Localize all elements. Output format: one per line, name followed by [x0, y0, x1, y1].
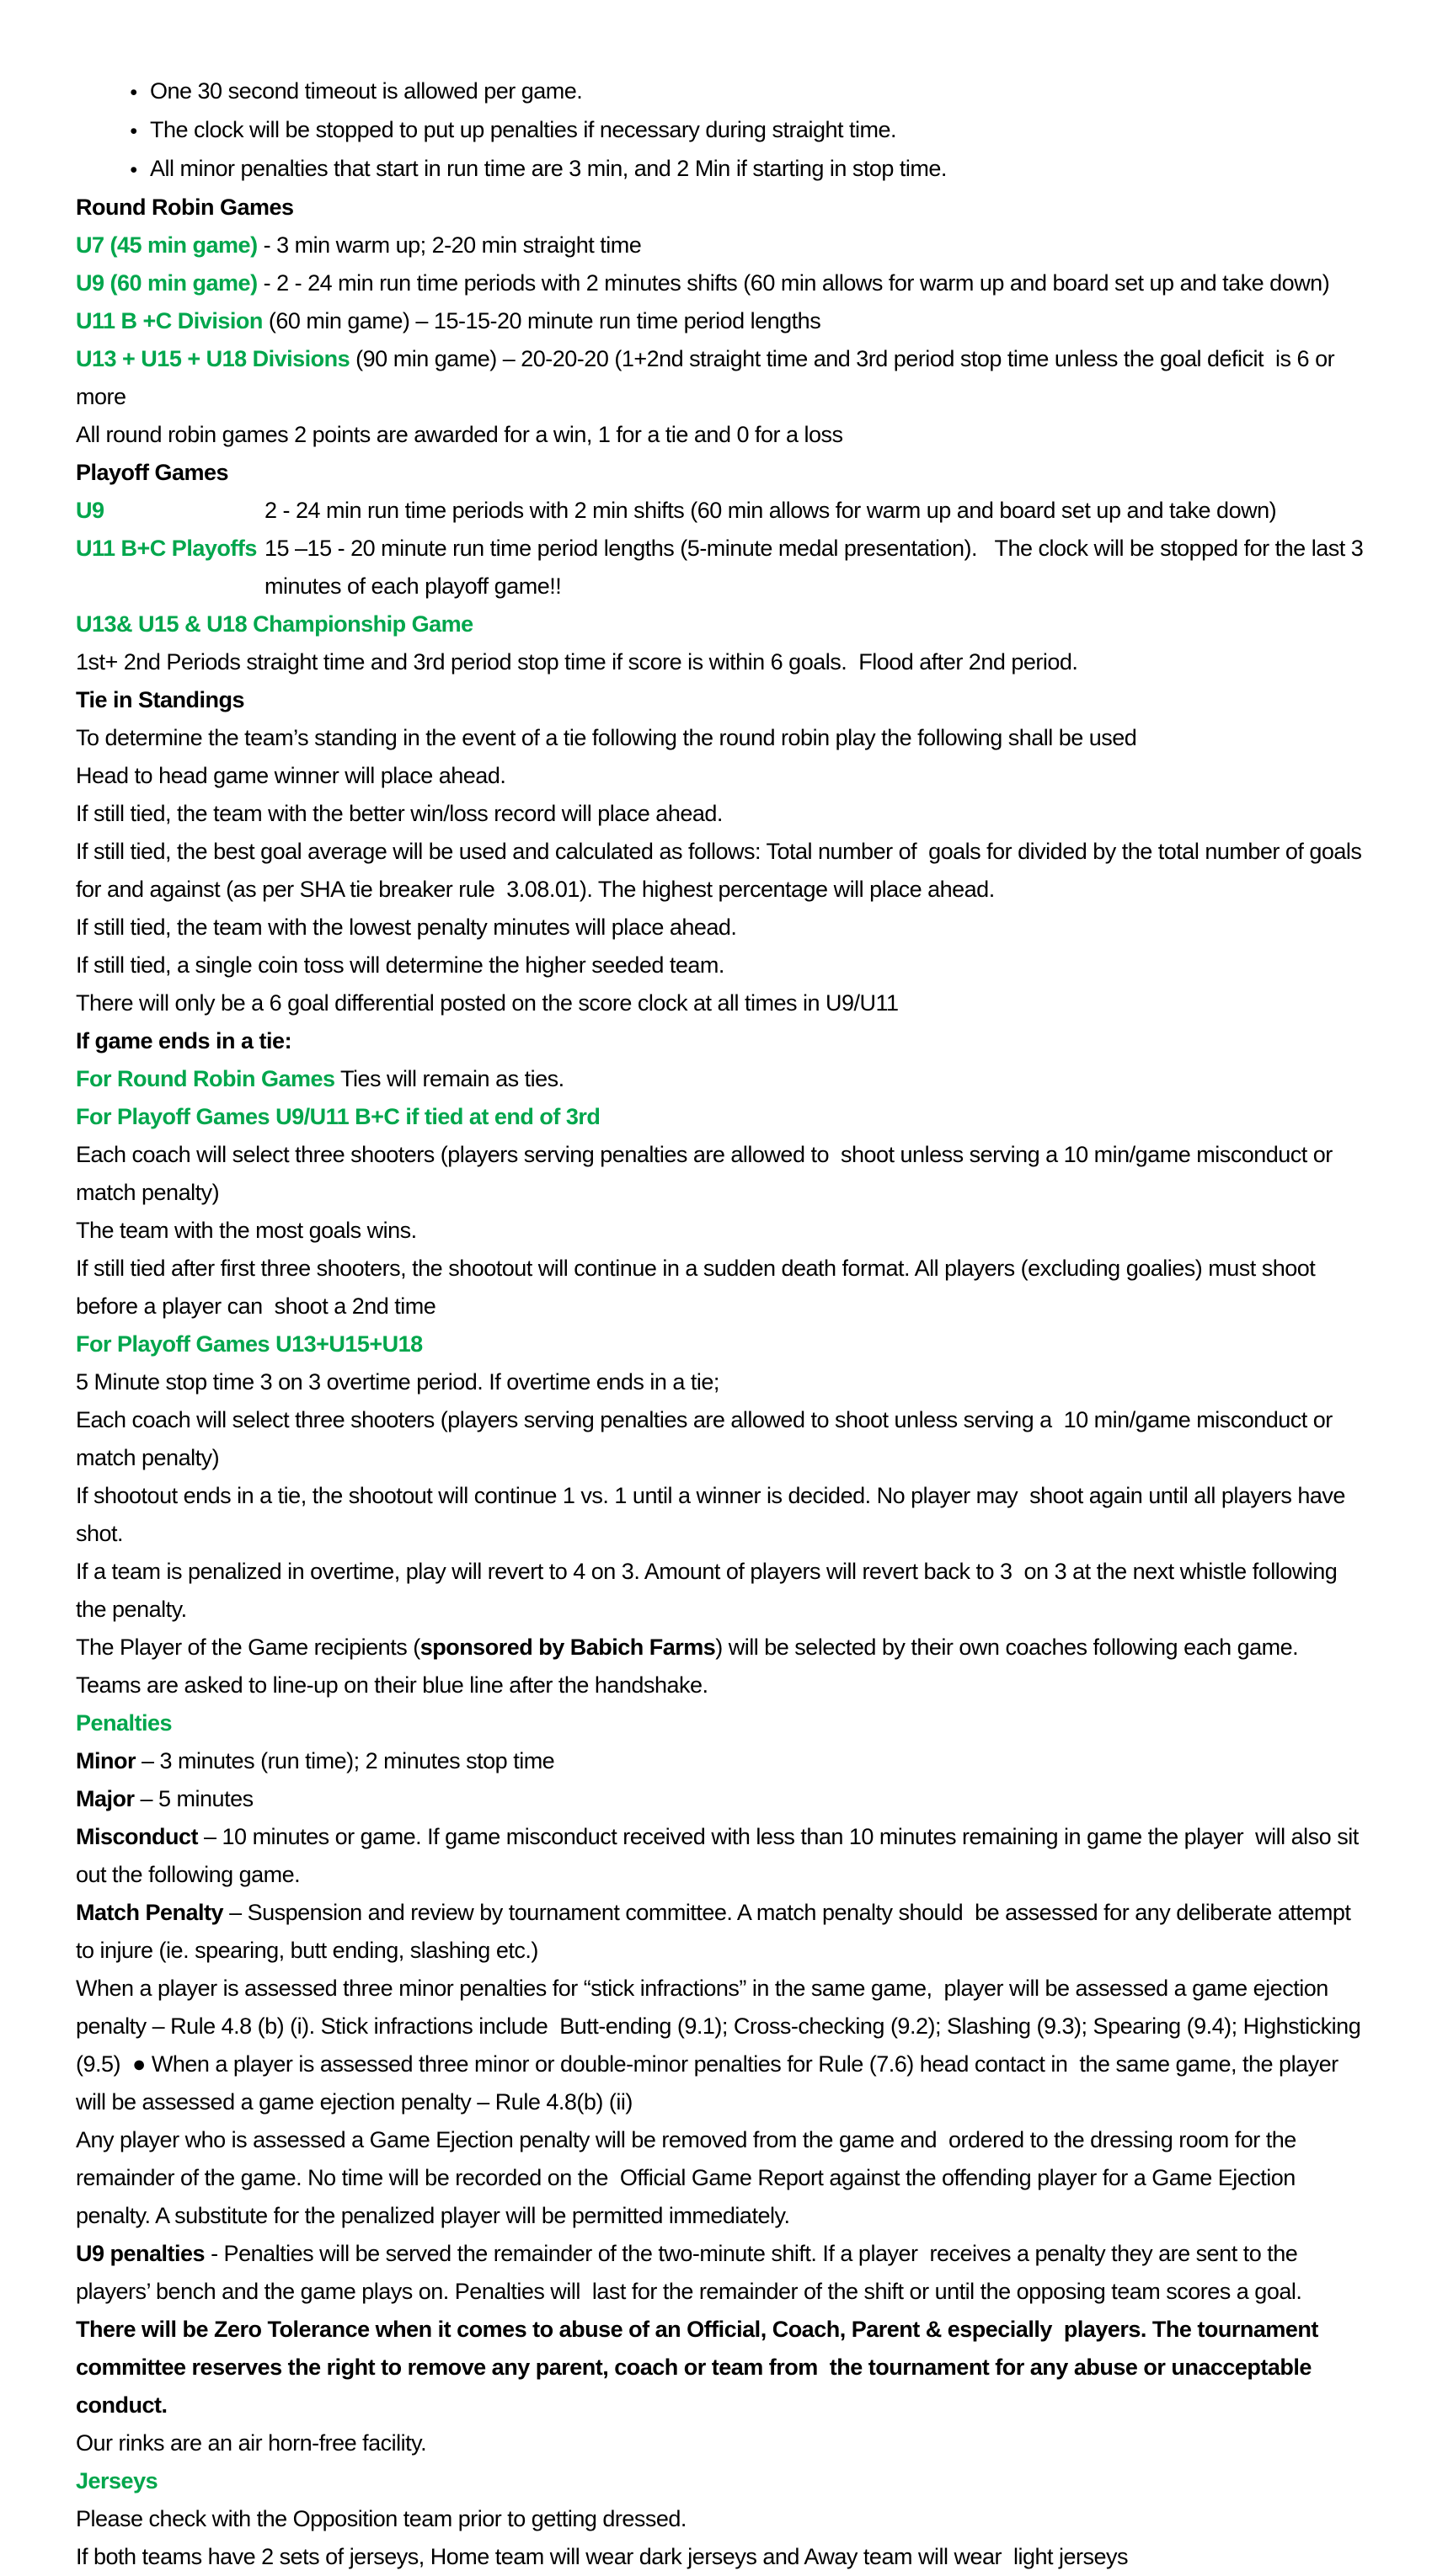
line-round-robin-points-run-0: All round robin games 2 points are awarded for a win, 1 for a tie and 0 for a loss [76, 422, 843, 447]
line-three-shooters-1-run-0: Each coach will select three shooters (players serving penalties are allowed to shoot unless serving a 10 min/game misconduct or match penalty) [76, 1142, 1338, 1205]
heading-playoff-u9-u11-tied-run-0: For Playoff Games U9/U11 B+C if tied at end of 3rd [76, 1104, 601, 1129]
line-u13-u15-u18-run-0: U13 + U15 + U18 Divisions [76, 346, 350, 371]
line-air-horn [76, 2424, 1373, 2462]
heading-championship-game-run-0: U13& U15 & U18 Championship Game [76, 611, 473, 637]
bullet-icon: ● [130, 124, 137, 138]
row-playoff-u11 [76, 530, 1373, 605]
heading-playoff-games-run-0: Playoff Games [76, 460, 229, 485]
line-shootout-1v1-run-0: If shootout ends in a tie, the shootout will continue 1 vs. 1 until a winner is decided. No player may shoot again until all players have shot. [76, 1483, 1351, 1546]
line-sudden-death [76, 1250, 1373, 1325]
line-minor [76, 1742, 1373, 1780]
line-u9-penalties [76, 2235, 1373, 2311]
line-major-run-0: Major [76, 1786, 135, 1811]
line-win-loss [76, 795, 1373, 833]
line-major-run-1: – 5 minutes [134, 1786, 254, 1811]
heading-playoff-games [76, 454, 1373, 492]
line-u9 [76, 264, 1373, 302]
heading-playoff-u9-u11-tied [76, 1098, 1373, 1136]
line-misconduct [76, 1818, 1373, 1894]
line-penalized-overtime [76, 1553, 1373, 1629]
line-round-robin-ties [76, 1060, 1373, 1098]
line-overtime-period-run-0: 5 Minute stop time 3 on 3 overtime period. If overtime ends in a tie; [76, 1369, 719, 1395]
line-three-shooters-2 [76, 1401, 1373, 1477]
line-check-opposition-run-0: Please check with the Opposition team prior to getting dressed. [76, 2506, 687, 2531]
bullet-timeout [76, 72, 1373, 111]
heading-penalties [76, 1704, 1373, 1742]
line-u9-penalties-run-1: - Penalties will be served the remainder of the two-minute shift. If a player receives a penalty they are sent to the players’ bench and the game plays on. Penalties will last for the remainder of the shift or until the opposing team scores a goal. [76, 2241, 1304, 2304]
heading-playoff-u13-u15-u18-run-0: For Playoff Games U13+U15+U18 [76, 1331, 423, 1357]
row-playoff-u9 [76, 492, 1373, 530]
line-goal-average [76, 833, 1373, 909]
bullet-clock-stopped [76, 111, 1373, 150]
line-player-of-game [76, 1629, 1373, 1704]
line-u11-run-0: U11 B +C Division [76, 308, 263, 333]
line-game-ejection [76, 2121, 1373, 2235]
line-stick-infractions-run-0: When a player is assessed three minor penalties for “stick infractions” in the same game, player will be assessed a game ejection penalty – Rule 4.8 (b) (i). Stick infractions include Butt-ending (9.1); Cross-checking (9.2); Slashing (9.3); Spearing (9.4); Highsticking (9.5) ● When a player is assessed three minor or double-minor penalties for Rule (7.6) head contact in the same game, the player will be assessed a game ejection penalty – Rule 4.8(b) (ii) [76, 1976, 1367, 2115]
line-championship-periods [76, 643, 1373, 681]
bullet-minor-penalties [76, 150, 1373, 189]
line-minor-run-1: – 3 minutes (run time); 2 minutes stop time [136, 1748, 555, 1773]
heading-if-game-ends-tie-run-0: If game ends in a tie: [76, 1028, 292, 1053]
bullet-clock-stopped-run-0: The clock will be stopped to put up penalties if necessary during straight time. [150, 117, 896, 142]
line-sudden-death-run-0: If still tied after first three shooters, the shootout will continue in a sudden death format. All players (excluding goalies) must shoot before a player can shoot a 2nd time [76, 1256, 1322, 1319]
line-match-penalty [76, 1894, 1373, 1970]
line-coin-toss [76, 947, 1373, 984]
line-u11-run-1: (60 min game) – 15-15-20 minute run time period lengths [262, 308, 821, 333]
line-coin-toss-run-0: If still tied, a single coin toss will determine the higher seeded team. [76, 952, 724, 978]
line-stick-infractions [76, 1970, 1373, 2121]
line-jersey-colors [76, 2538, 1373, 2576]
heading-if-game-ends-tie [76, 1022, 1373, 1060]
row-playoff-u11-run-0: U11 B+C Playoffs [76, 536, 257, 561]
line-air-horn-run-0: Our rinks are an air horn-free facility. [76, 2430, 427, 2456]
line-overtime-period [76, 1363, 1373, 1401]
line-penalized-overtime-run-0: If a team is penalized in overtime, play will revert to 4 on 3. Amount of players will revert back to 3 on 3 at the next whistle following the penalty. [76, 1559, 1344, 1622]
line-penalty-minutes-run-0: If still tied, the team with the lowest penalty minutes will place ahead. [76, 915, 737, 940]
line-game-ejection-run-0: Any player who is assessed a Game Ejection penalty will be removed from the game and ordered to the dressing room for the remainder of the game. No time will be recorded on the Official Game Report against the offending player for a Game Ejection penalty. A substitute for the penalized player will be permitted immediately. [76, 2127, 1302, 2228]
line-misconduct-run-1: – 10 minutes or game. If game misconduct received with less than 10 minutes remaining in game the player will also sit out the following game. [76, 1824, 1365, 1887]
line-three-shooters-2-run-0: Each coach will select three shooters (players serving penalties are allowed to shoot unless serving a 10 min/game misconduct or match penalty) [76, 1407, 1338, 1470]
line-u11 [76, 302, 1373, 340]
line-player-of-game-run-2: ) will be selected by their own coaches following each game. Teams are asked to line-up on their blue line after the handshake. [76, 1635, 1310, 1698]
line-shootout-1v1 [76, 1477, 1373, 1553]
line-win-loss-run-0: If still tied, the team with the better win/loss record will place ahead. [76, 801, 723, 826]
line-round-robin-ties-run-1: Ties will remain as ties. [334, 1066, 564, 1091]
heading-tie-in-standings-run-0: Tie in Standings [76, 687, 245, 712]
line-player-of-game-run-0: The Player of the Game recipients ( [76, 1635, 420, 1660]
heading-jerseys-run-0: Jerseys [76, 2468, 158, 2493]
line-match-penalty-run-1: – Suspension and review by tournament committee. A match penalty should be assessed for any deliberate attempt to injure (ie. spearing, butt ending, slashing etc.) [76, 1900, 1357, 1963]
line-u9-run-1: - 2 - 24 min run time periods with 2 minutes shifts (60 min allows for warm up and board set up and take down) [257, 270, 1330, 296]
line-u7 [76, 227, 1373, 264]
heading-round-robin-games [76, 189, 1373, 227]
heading-tie-in-standings [76, 681, 1373, 719]
row-playoff-u9-run-1: 2 - 24 min run time periods with 2 min shifts (60 min allows for warm up and board set up and take down) [264, 498, 1277, 523]
line-penalty-minutes [76, 909, 1373, 947]
heading-playoff-u13-u15-u18 [76, 1325, 1373, 1363]
heading-round-robin-games-run-0: Round Robin Games [76, 195, 294, 220]
line-championship-periods-run-0: 1st+ 2nd Periods straight time and 3rd period stop time if score is within 6 goals. Flood after 2nd period. [76, 649, 1078, 675]
line-u9-penalties-run-0: U9 penalties [76, 2241, 206, 2266]
line-u13-u15-u18-run-1: (90 min game) – 20-20-20 (1+2nd straight time and 3rd period stop time unless the goal deficit is 6 or more [76, 346, 1341, 409]
line-goal-average-run-0: If still tied, the best goal average will be used and calculated as follows: Total number of goals for divided by the total number of goals for and against (as per SHA tie breaker rule 3.08.01). The highest percentage will place ahead. [76, 839, 1368, 902]
heading-penalties-run-0: Penalties [76, 1710, 173, 1736]
bullet-timeout-run-0: One 30 second timeout is allowed per game. [150, 78, 583, 104]
line-zero-tolerance [76, 2311, 1373, 2424]
line-check-opposition [76, 2500, 1373, 2538]
bullet-minor-penalties-run-0: All minor penalties that start in run time are 3 min, and 2 Min if starting in stop time. [150, 156, 947, 181]
bullet-icon: ● [130, 85, 137, 99]
bullet-icon: ● [130, 163, 137, 177]
line-round-robin-ties-run-0: For Round Robin Games [76, 1066, 335, 1091]
line-minor-run-0: Minor [76, 1748, 136, 1773]
line-three-shooters-1 [76, 1136, 1373, 1212]
row-playoff-u9-run-0: U9 [76, 498, 104, 523]
line-jersey-colors-run-0: If both teams have 2 sets of jerseys, Home team will wear dark jerseys and Away team will wear light jerseys [76, 2544, 1129, 2569]
line-u13-u15-u18 [76, 340, 1373, 416]
line-player-of-game-run-1: sponsored by Babich Farms [419, 1635, 716, 1660]
heading-jerseys [76, 2462, 1373, 2500]
line-match-penalty-run-0: Match Penalty [76, 1900, 224, 1925]
line-head-to-head-run-0: Head to head game winner will place ahead. [76, 763, 506, 788]
line-u7-run-0: U7 (45 min game) [76, 232, 258, 258]
line-round-robin-points [76, 416, 1373, 454]
line-goal-differential [76, 984, 1373, 1022]
line-u9-run-0: U9 (60 min game) [76, 270, 258, 296]
line-major [76, 1780, 1373, 1818]
row-playoff-u11-run-1: 15 –15 - 20 minute run time period lengths (5-minute medal presentation). The clock will be stopped for the last 3 minutes of each playoff game!! [264, 536, 1370, 599]
heading-championship-game [76, 605, 1373, 643]
line-zero-tolerance-run-0: There will be Zero Tolerance when it comes to abuse of an Official, Coach, Parent & especially players. The tournament committee reserves the right to remove any parent, coach or team from the tournament for any abuse or unacceptable conduct. [76, 2317, 1324, 2418]
line-misconduct-run-0: Misconduct [76, 1824, 199, 1849]
line-tie-intro [76, 719, 1373, 757]
line-most-goals-wins-run-0: The team with the most goals wins. [76, 1218, 417, 1243]
line-u7-run-1: - 3 min warm up; 2-20 min straight time [257, 232, 642, 258]
line-head-to-head [76, 757, 1373, 795]
line-tie-intro-run-0: To determine the team’s standing in the event of a tie following the round robin play the following shall be used [76, 725, 1137, 750]
line-most-goals-wins [76, 1212, 1373, 1250]
line-goal-differential-run-0: There will only be a 6 goal differential posted on the score clock at all times in U9/U11 [76, 990, 899, 1016]
